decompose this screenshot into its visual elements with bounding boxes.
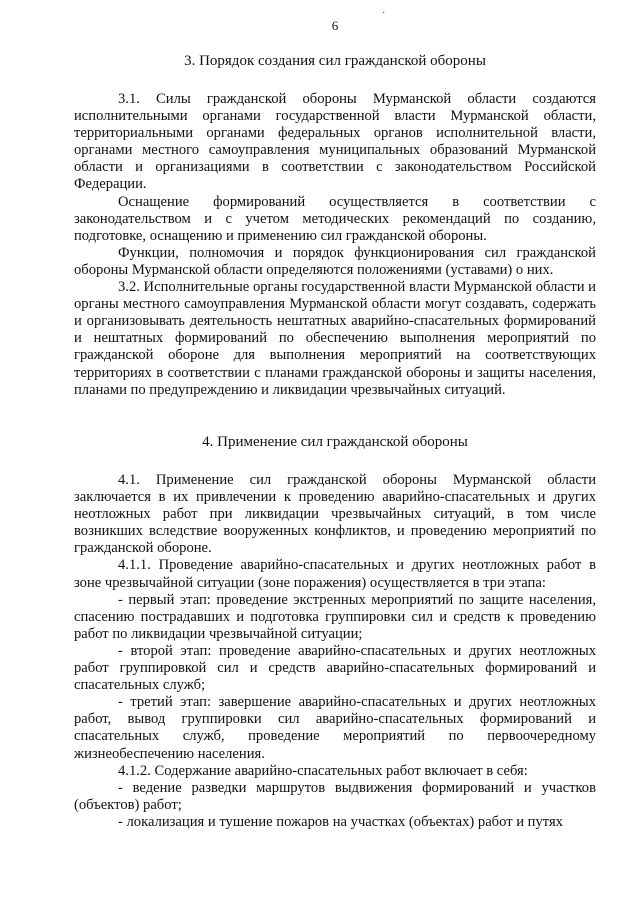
page-number: 6 <box>331 18 339 33</box>
list-item-firefighting: - локализация и тушение пожаров на участках (объектах) работ и путях <box>118 813 563 830</box>
scan-mark: · <box>382 8 386 19</box>
list-item-stage-2: - второй этап: проведение аварийно-спасательных и других неотложных работ группировкой сил и средств аварийно-спасательных формирований и спасательных служб; <box>74 642 596 694</box>
paragraph-3-2: 3.2. Исполнительные органы государственной власти Мурманской области и органы местного самоуправления Мурманской области могут создавать, содержать и организовывать деятельность нештатных аварийно-спасательных формирований и нештатных формирований по обеспечению выполнения мероприятий по гражданской обороне для выполнения мероприятий на соответствующих территориях в соответствии с планами гражданской обороны и защиты населения, планами по предупреждению и ликвидации чрезвычайных ситуаций. <box>74 279 596 398</box>
paragraph-functions: Функции, полномочия и порядок функционирования сил гражданской обороны Мурманской области определяются положениями (уставами) о них. <box>74 244 596 278</box>
section-3-body <box>74 91 596 399</box>
list-item-reconnaissance: - ведение разведки маршрутов выдвижения формирований и участков (объектов) работ; <box>74 779 596 813</box>
paragraph-4-1-2: 4.1.2. Содержание аварийно-спасательных работ включает в себя: <box>118 762 528 779</box>
section-3-title: 3. Порядок создания сил гражданской обороны <box>184 53 486 69</box>
paragraph-4-1: 4.1. Применение сил гражданской обороны Мурманской области заключается в их привлечении к проведению аварийно-спасательных и других неотложных работ при ликвидации чрезвычайных ситуаций, в том числе возникших вследствие вооруженных конфликтов, и проведению мероприятий по гражданской обороне. <box>74 472 596 557</box>
list-item-stage-1: - первый этап: проведение экстренных мероприятий по защите населения, спасению пострадавших и подготовка группировки сил и средств к проведению работ по ликвидации чрезвычайной ситуации; <box>74 591 596 642</box>
section-4-body <box>74 472 596 831</box>
paragraph-equipment: Оснащение формирований осуществляется в соответствии с законодательством и с учетом методических рекомендаций по созданию, подготовке, оснащению и применению сил гражданской обороны. <box>74 193 596 244</box>
paragraph-3-1: 3.1. Силы гражданской обороны Мурманской области создаются исполнительными органами государственной власти Мурманской области, территориальными органами федеральных органов исполнительной власти, органами местного самоуправления муниципальных образований Мурманской области и организациями в соответствии с законодательством Российской Федерации. <box>74 91 596 193</box>
section-4-title: 4. Применение сил гражданской обороны <box>202 434 468 450</box>
paragraph-4-1-1: 4.1.1. Проведение аварийно-спасательных и других неотложных работ в зоне чрезвычайной ситуации (зоне поражения) осуществляется в три этапа: <box>74 557 596 591</box>
list-item-stage-3: - третий этап: завершение аварийно-спасательных и других неотложных работ, вывод группировки сил аварийно-спасательных формирований и спасательных служб, проведение мероприятий по первоочередному жизнеобеспечению населения. <box>74 694 596 762</box>
